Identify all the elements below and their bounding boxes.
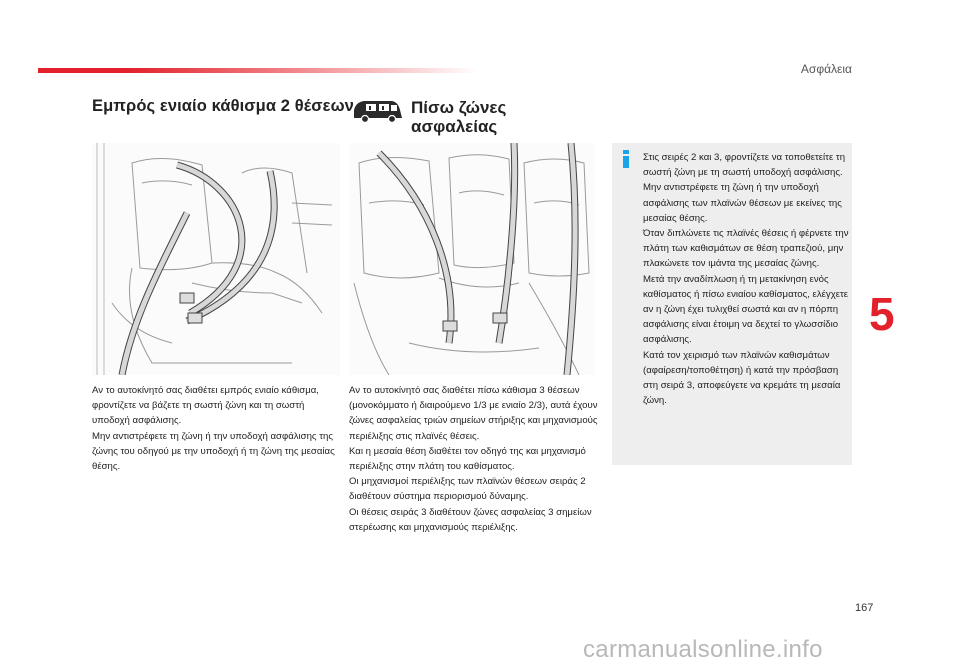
paragraph: Στις σειρές 2 και 3, φροντίζετε να τοποθετείτε τη σωστή ζώνη με τη σωστή υποδοχή ασφάλισης. bbox=[643, 152, 846, 179]
rear-belts-title-line2: ασφαλείας bbox=[411, 117, 498, 136]
paragraph: Όταν διπλώνετε τις πλαϊνές θέσεις ή φέρνετε την πλάτη των καθισμάτων σε θέση τραπεζιού, μην πλακώνετε τον ιμάντα της μεσαίας ζώνης. bbox=[643, 228, 849, 270]
rear-belts-title-line1: Πίσω ζώνες bbox=[411, 98, 507, 117]
watermark: carmanualsonline.info bbox=[583, 636, 823, 663]
paragraph: Μην αντιστρέφετε τη ζώνη ή την υποδοχή ασφάλισης των πλαϊνών θέσεων με εκείνες της μεσαίας θέσης. bbox=[643, 182, 842, 224]
info-icon bbox=[620, 150, 632, 168]
info-text bbox=[643, 150, 851, 408]
rear-belts-text bbox=[349, 383, 605, 535]
paragraph: Και η μεσαία θέση διαθέτει τον οδηγό της και μηχανισμό περιέλιξης στην πλάτη του καθίσματος. bbox=[349, 445, 586, 473]
header-accent-bar bbox=[38, 68, 478, 73]
rear-seatbelt-illustration bbox=[349, 143, 595, 375]
paragraph: Μετά την αναδίπλωση ή τη μετακίνηση ενός καθίσματος ή πίσω ενιαίου καθίσματος, ελέγχετε αν η ζώνη έχει τυλιχθεί σωστά και αν η πόρπη ασφάλισης είναι έτοιμη να δεχτεί το γλωσσίδιο ασφάλισης. bbox=[643, 273, 849, 346]
section-title: Ασφάλεια bbox=[800, 62, 852, 76]
paragraph: Οι θέσεις σειράς 3 διαθέτουν ζώνες ασφαλείας 3 σημείων στερέωσης και μηχανισμούς περιέλιξης. bbox=[349, 506, 592, 533]
paragraph: Κατά τον χειρισμό των πλαϊνών καθισμάτων (αφαίρεση/τοποθέτηση) ή κατά την πρόσβαση στη σειρά 3, αποφεύγετε να κρεμάτε τη μεσαία ζώνη. bbox=[643, 349, 841, 407]
rear-belts-title bbox=[411, 98, 561, 136]
front-bench-seatbelt-illustration bbox=[92, 143, 340, 375]
front-bench-title: Εμπρός ενιαίο κάθισμα 2 θέσεων bbox=[92, 97, 354, 115]
chapter-number: 5 bbox=[869, 288, 895, 340]
car-icon bbox=[352, 98, 404, 124]
front-bench-text bbox=[92, 383, 340, 474]
page-number: 167 bbox=[855, 602, 874, 614]
paragraph: Αν το αυτοκίνητό σας διαθέτει πίσω κάθισμα 3 θέσεων (μονοκόμματο ή διαιρούμενο 1/3 με ενιαίο 2/3), αυτά έχουν ζώνες ασφαλείας τριών σημείων στήριξης και μηχανισμούς περιέλιξης στις πλαϊνές θέσεις. bbox=[349, 385, 598, 442]
paragraph: Οι μηχανισμοί περιέλιξης των πλαϊνών θέσεων σειράς 2 διαθέτουν σύστημα περιορισμού δύναμης. bbox=[349, 476, 586, 503]
paragraph: Μην αντιστρέφετε τη ζώνη ή την υποδοχή ασφάλισης της ζώνης του οδηγού με την υποδοχή ή τη ζώνη της μεσαίας θέσης. bbox=[92, 430, 335, 473]
paragraph: Αν το αυτοκίνητό σας διαθέτει εμπρός ενιαίο κάθισμα, φροντίζετε να βάζετε τη σωστή ζώνη και τη σωστή υποδοχή ασφάλισης. bbox=[92, 385, 319, 427]
